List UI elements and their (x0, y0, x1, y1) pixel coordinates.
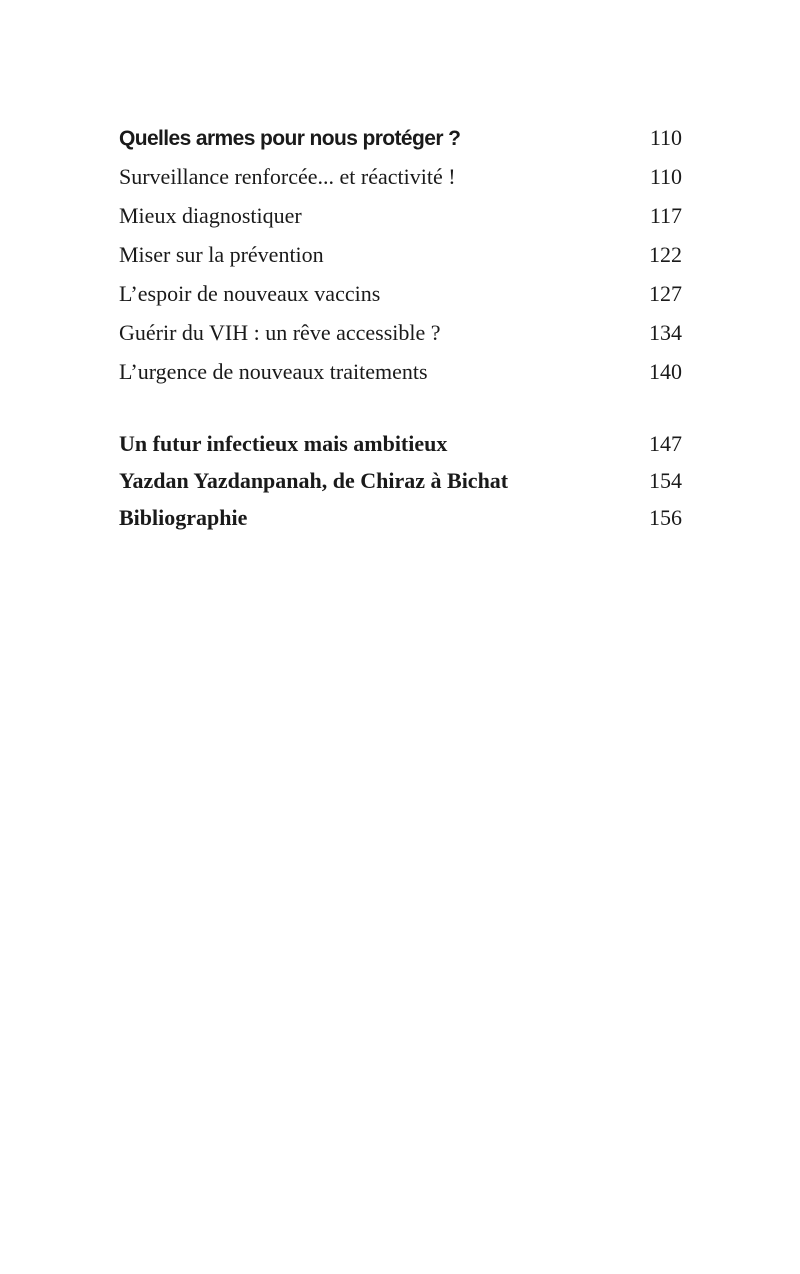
toc-page-number: 134 (649, 320, 682, 345)
table-of-contents (119, 118, 682, 536)
toc-chapter[interactable] (119, 462, 682, 499)
toc-section-title: Quelles armes pour nous protéger ? (119, 127, 461, 150)
toc-entry[interactable] (119, 313, 682, 352)
toc-entry[interactable] (119, 196, 682, 235)
toc-entry[interactable] (119, 235, 682, 274)
toc-page-number: 127 (649, 281, 682, 306)
toc-page-number: 156 (649, 505, 682, 530)
toc-page-number: 122 (649, 242, 682, 267)
toc-entry-title: Mieux diagnostiquer (119, 203, 302, 228)
toc-page-number: 110 (649, 125, 682, 150)
toc-section-heading[interactable] (119, 118, 682, 157)
toc-entry[interactable] (119, 352, 682, 391)
toc-chapter-title: Yazdan Yazdanpanah, de Chiraz à Bichat (119, 468, 509, 493)
toc-page-number: 154 (649, 468, 682, 493)
toc-page-number: 110 (649, 164, 682, 189)
toc-chapter[interactable] (119, 499, 682, 536)
toc-page-number: 117 (649, 203, 682, 228)
toc-entry-title: Miser sur la prévention (119, 242, 324, 267)
toc-chapter-title: Un futur infectieux mais ambitieux (119, 431, 448, 456)
toc-page-number: 147 (649, 431, 682, 456)
toc-entry[interactable] (119, 274, 682, 313)
toc-entry-title: L’espoir de nouveaux vaccins (119, 281, 381, 306)
toc-page-number: 140 (649, 359, 682, 384)
toc-chapter[interactable] (119, 425, 682, 462)
toc-entry-title: Guérir du VIH : un rêve accessible ? (119, 320, 441, 345)
toc-chapter-title: Bibliographie (119, 505, 248, 530)
toc-entry-title: Surveillance renforcée... et réactivité ! (119, 164, 456, 189)
toc-entry-title: L’urgence de nouveaux traitements (119, 359, 428, 384)
section-spacer (119, 391, 682, 425)
toc-entry[interactable] (119, 157, 682, 196)
